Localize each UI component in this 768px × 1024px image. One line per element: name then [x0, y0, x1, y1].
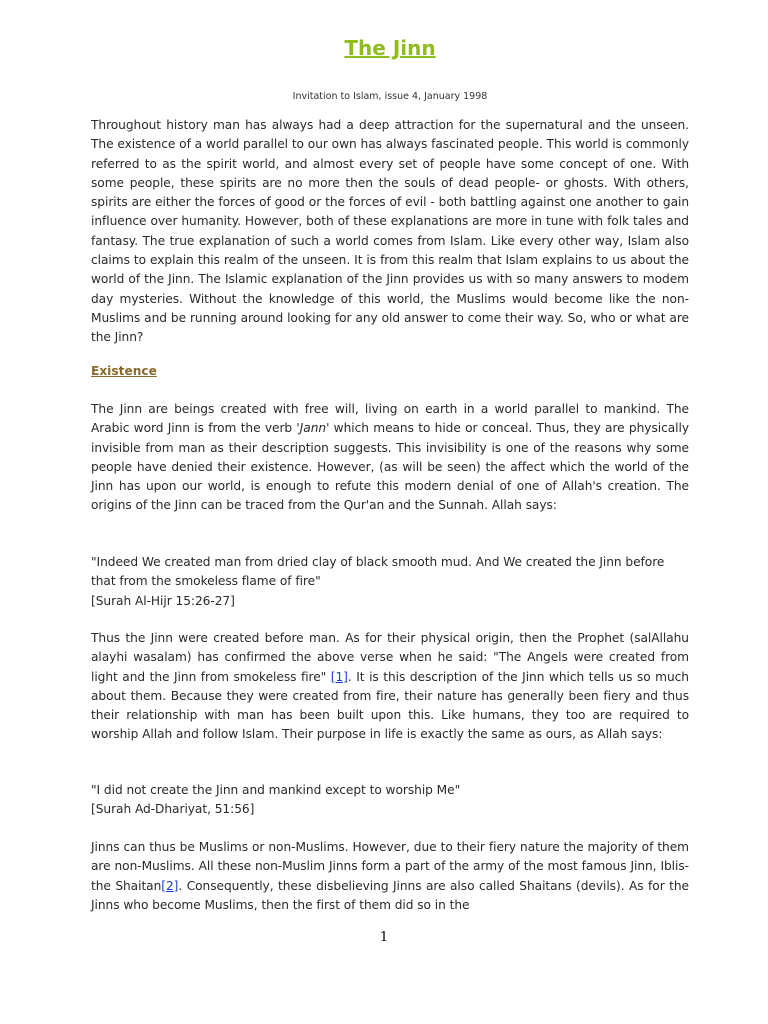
quote-block-2 [91, 781, 689, 820]
document-subtitle: Invitation to Islam, issue 4, January 1998 [292, 91, 488, 102]
muslim-jinn-paragraph [91, 838, 689, 915]
arabic-term: Jann [299, 421, 327, 436]
document-title: The Jinn [344, 36, 436, 60]
page-number: 1 [379, 930, 389, 945]
origin-text-start: Thus the Jinn were created before man. As for their physical origin, then the Prophet (salAllahu alayhi wasalam) has confirmed the above verse when he said: "The Angels were created from light and the Jinn from smokeless fire" [91, 631, 689, 684]
origin-paragraph [91, 629, 689, 745]
footnote-link-2[interactable]: [2] [161, 878, 179, 893]
existence-text-end: ' which means to hide or conceal. Thus, they are physically invisible from man as their description suggests. This invisibility is one of the reasons why some people have denied their existence. However, (as will be seen) the affect which the world of the Jinn has upon our world, is enough to refute this modern denial of one of Allah's creation. The origins of the Jinn can be traced from the Qur'an and the Sunnah. Allah says: [91, 421, 689, 513]
intro-paragraph: Throughout history man has always had a deep attraction for the supernatural and the unseen. The existence of a world parallel to our own has always fascinated people. This world is commonly referred to as the spirit world, and almost every set of people have some concept of one. With some people, these spirits are no more then the souls of dead people- or ghosts. With others, spirits are either the forces of good or the forces of evil - both battling against one another to gain influence over humanity. However, both of these explanations are more in tune with folk tales and fantasy. The true explanation of such a world comes from Islam. Like every other way, Islam also claims to explain this realm of the unseen. It is from this realm that Islam explains to us about the world of the Jinn. The Islamic explanation of the Jinn provides us with so many answers to modem day mysteries. Without the knowledge of this world, the Muslims would become like the non-Muslims and be running around looking for any old answer to come their way. So, who or what are the Jinn? [91, 118, 689, 345]
origin-text-end: . It is this description of the Jinn which tells us so much about them. Because they were created from fire, their nature has generally been fiery and thus their relationship with man has been built upon this. Like humans, they too are required to worship Allah and follow Islam. Their purpose in life is exactly the same as ours, as Allah says: [91, 669, 689, 742]
existence-text-start: The Jinn are beings created with free will, living on earth in a world parallel to mankind. The Arabic word Jinn is from the verb ' [91, 402, 689, 436]
muslim-jinn-text-end: . Consequently, these disbelieving Jinns are also called Shaitans (devils). As for the Jinns who become Muslims, then the first of them did so in the [91, 878, 689, 912]
quote-text: "Indeed We created man from dried clay of black smooth mud. And We created the Jinn before that from the smokeless flame of fire" [91, 555, 665, 589]
section-heading-existence: Existence [91, 364, 157, 378]
quote-text: "I did not create the Jinn and mankind except to worship Me" [91, 783, 461, 797]
quote-source: [Surah Ad-Dhariyat, 51:56] [91, 802, 255, 817]
footnote-link-1[interactable]: [1] [330, 669, 348, 684]
quote-block-1 [91, 553, 689, 611]
existence-paragraph [91, 400, 689, 516]
muslim-jinn-text-start: Jinns can thus be Muslims or non-Muslims. However, due to their fiery nature the majority of them are non-Muslims. All these non-Muslim Jinns form a part of the army of the most famous Jinn, Iblis- the Shaitan [91, 840, 689, 893]
quote-source: [Surah Al-Hijr 15:26-27] [91, 593, 235, 608]
